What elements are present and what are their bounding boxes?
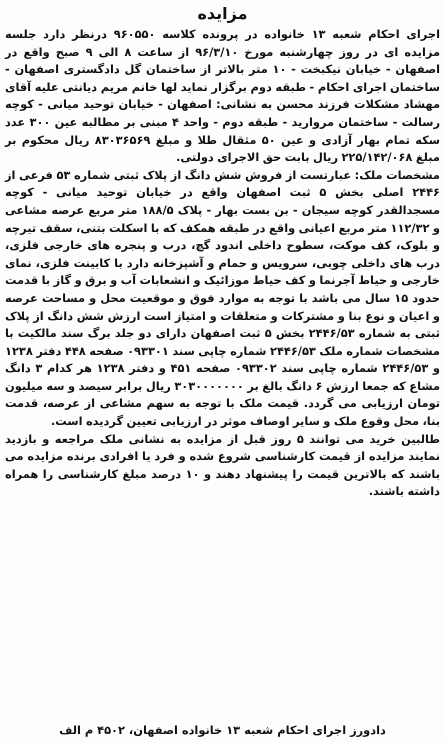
notice-signature: دادورز اجرای احکام شعبه ۱۳ خانواده اصفهان، ۴۵۰۲ م الف [59, 723, 386, 737]
property-details-paragraph: مشخصات ملک: عبارتست از فروش شش دانگ از پلاک ثبتی شماره ۵۳ فرعی از ۲۴۴۶ اصلی بخش ۵ ثبت اصفهان واقع در خیابان توحید میانی - کوچه مسجدالقدر کوچه سیجان - بن بست بهار - پلاک ۱۸۸/۵ متر مربع عرصه مشاعی و ۱۱۲/۳۲ متر مربع اعیانی واقع در طبقه همکف که با اسکلت بتنی، سقف تیرچه و بلوک، کف موکت، سطوح داخلی اندود گچ، درب و پنجره های خارجی فلزی، درب های داخلی چوبی، سرویس و حمام و آشپزخانه دارد با کابینت فلزی، نمای خارجی و حیاط آجرنما و کف حیاط موزائیک و انشعابات آب و برق و گاز با قدمت حدود ۱۵ سال می باشد با توجه به موارد فوق و موقعیت محل و مساحت عرصه و اعیان و نوع بنا و مشترکات و متعلقات و امتیاز است ارزش شش دانگ از پلاک ثبتی به شماره ۲۴۴۶/۵۳ بخش ۵ ثبت اصفهان دارای دو جلد برگ سند مالکیت با مشخصات شماره ملک ۲۴۴۶/۵۳ شماره چاپی سند ۰۹۳۳۰۱ صفحه ۴۴۸ دفتر ۱۲۳۸ و ۲۴۴۶/۵۳ شماره چاپی سند ۰۹۳۳۰۲ صفحه ۴۵۱ و دفتر ۱۲۳۸ هر کدام ۳ دانگ مشاع که جمعا ارزش ۶ دانگ بالغ بر ۳۰۳۰۰۰۰۰۰۰ ریال برابر سیصد و سه میلیون تومان ارزیابی می گردد. قیمت ملک با توجه به سهم مشاعی از عرصه، قدمت بنا، محل وقوع ملک و سایر اوصاف موثر در ارزیابی تعیین گردیده است. [5, 167, 441, 429]
bidding-terms-paragraph: طالبین خرید می توانند ۵ روز قبل از مزایده به نشانی ملک مراجعه و بازدید نمایند مزایده از قیمت کارشناسی شروع شده و فرد یا افرادی برنده مزایده می باشند که بالاترین قیمت را پیشنهاد دهند و ۱۰ درصد مبلغ کارشناسی را همراه داشته باشند. [5, 431, 440, 499]
notice-intro-paragraph: اجرای احکام شعبه ۱۳ خانواده در پرونده کلاسه ۹۶۰۵۵۰ درنظر دارد جلسه مزایده ای در روز چهارشنبه مورخ ۹۶/۳/۱۰ از ساعت ۸ الی ۹ صبح واقع در اصفهان - خیابان نیکبخت - ۱۰ متر بالاتر از ساختمان گل دادگستری اصفهان - ساختمان اجرای احکام - طبقه دوم برگزار نماید لها خانم مریم دیانتی علیه آقای مهشاد مشکلات فرزند محسن به نشانی: اصفهان - خیابان توحید میانی - کوچه رسالت - ساختمان مروارید - طبقه دوم - واحد ۴ مبنی بر مطالبه عین ۳۰۰ عدد سکه تمام بهار آزادی و عین ۵۰ مثقال طلا و مبلغ ۸۳۰۳۶۵۶۹ ریال محکوم بر مبلغ ۲۲۵/۱۴۲/۰۶۸ ریال بابت حق الاجرای دولتی. [5, 27, 441, 165]
notice-title: مزایده [197, 4, 248, 23]
